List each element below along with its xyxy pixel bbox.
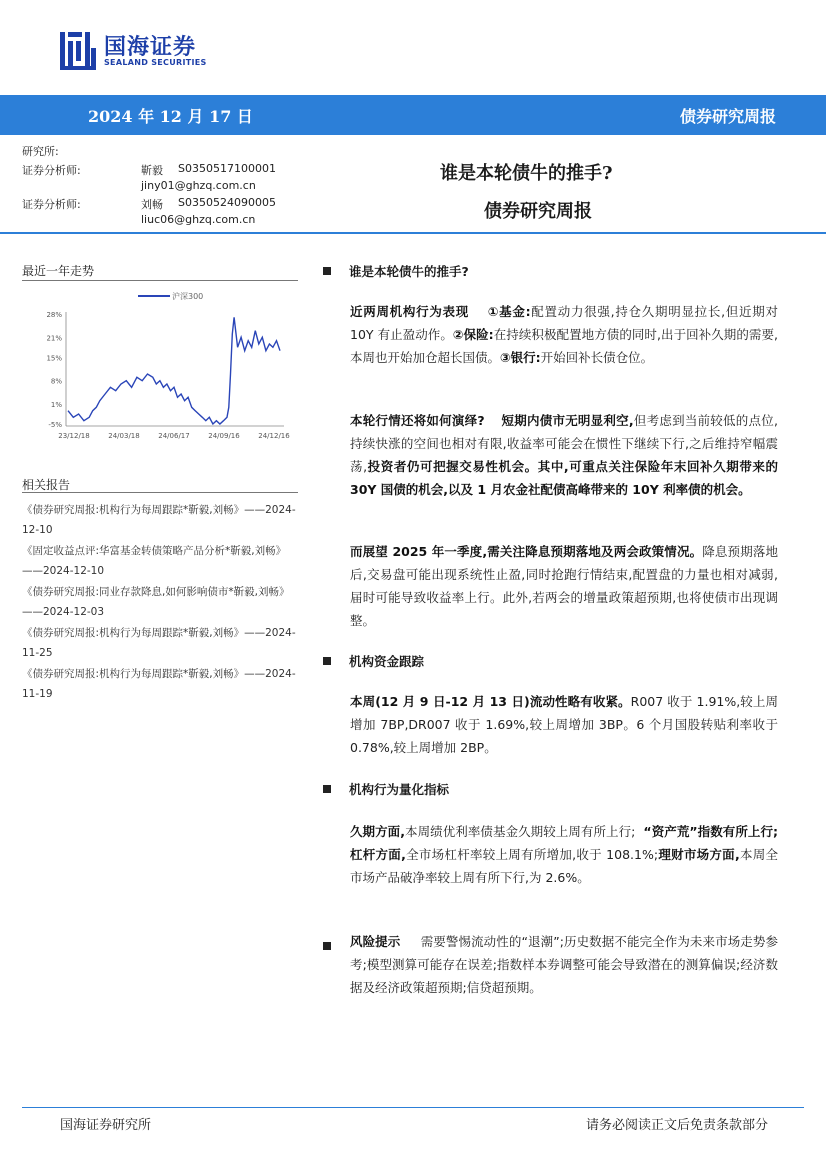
report-date: 2024 年 12 月 17 日 (88, 107, 253, 126)
related-reports-label: 相关报告 (22, 478, 71, 492)
y-tick-label: -5% (48, 421, 62, 429)
x-tick-label: 24/06/17 (158, 432, 190, 440)
index-trend-chart (22, 288, 298, 446)
paragraph: 本周(12 月 9 日-12 月 13 日)流动性略有收紧。R007 收于 1.91%,较上周增加 7BP,DR007 收于 1.69%,较上周增加 3BP。6 个月国股转贴利率收于 0.78%,较上周增加 2BP。 (350, 694, 778, 755)
risk-paragraph: 风险提示 需要警惕流动性的“退潮”;历史数据不能完全作为未来市场走势参考;模型测算可能存在误差;指数样本券调整可能会导致潜在的测算偏误;经济数据及经济政策超预期;信贷超预期。 (350, 934, 778, 995)
report-type: 债券研究周报 (679, 107, 776, 126)
bullet-square-icon (323, 657, 331, 665)
section-heading: 机构资金跟踪 (323, 652, 424, 670)
related-divider (22, 492, 298, 493)
section-heading: 谁是本轮债牛的推手? (323, 262, 469, 280)
footer-divider (22, 1107, 804, 1108)
section-heading: 机构行为量化指标 (323, 780, 449, 798)
series-line-hs300 (68, 317, 280, 424)
analyst-role: 证券分析师: (22, 164, 81, 177)
x-tick-label: 24/03/18 (108, 432, 140, 440)
header-divider (0, 232, 826, 234)
y-tick-label: 1% (50, 401, 62, 409)
y-tick-label: 8% (50, 377, 62, 386)
chart-legend (138, 291, 203, 301)
y-tick-label: 28% (46, 311, 62, 319)
logo-name-cn: 国海证券 (104, 35, 197, 60)
report-subtitle: 债券研究周报 (484, 201, 592, 222)
institute-label: 研究所: (22, 145, 59, 158)
analyst-name: 靳毅 (141, 164, 163, 177)
analyst-email[interactable]: jiny01@ghzq.com.cn (141, 179, 256, 192)
analyst-role: 证券分析师: (22, 198, 81, 211)
y-tick-label: 21% (46, 334, 62, 343)
x-tick-label: 24/09/16 (208, 432, 240, 440)
logo-name-en: SEALAND SECURITIES (104, 58, 207, 67)
y-tick-label: 15% (46, 354, 62, 363)
report-title: 谁是本轮债牛的推手? (440, 163, 613, 184)
related-report-item[interactable]: 《固定收益点评:华富基金转债策略产品分析*靳毅,刘畅》——2024-12-10 (22, 545, 287, 577)
related-report-item[interactable]: 《债券研究周报:机构行为每周跟踪*靳毅,刘畅》——2024-11-25 (22, 627, 296, 659)
paragraph: 而展望 2025 年一季度,需关注降息预期落地及两会政策情况。降息预期落地后,交易盘可能出现系统性止盈,同时抢跑行情结束,配置盘的力量也相对减弱,届时可能导致收益率上行。此外,若两会的增量政策超预期,也将使债市出现调整。 (350, 544, 778, 628)
paragraph: 近两周机构行为表现 ①基金:配置动力很强,持仓久期明显拉长,但近期对 10Y 有止盈动作。②保险:在持续积极配置地方债的同时,出于回补久期的需要,本周也开始加仓超长国债。③银行:开始回补长债仓位。 (350, 304, 779, 365)
related-report-item[interactable]: 《债券研究周报:同业存款降息,如何影响债市*靳毅,刘畅》——2024-12-03 (22, 586, 290, 618)
footer-institute: 国海证券研究所 (60, 1118, 152, 1133)
trend-divider (22, 280, 298, 281)
bullet-square-icon (323, 936, 331, 955)
paragraph: 本轮行情还将如何演绎? 短期内债市无明显利空,但考虑到当前较低的点位,持续快涨的空间也相对有限,收益率可能会在惯性下继续下行,之后维持窄幅震荡,投资者仍可把握交易性机会。其中,可重点关注保险年末回补久期带来的 30Y 国债的机会,以及 1 月农金社配债高峰带来的 10Y 利率债的机会。 (350, 413, 778, 497)
legend-label: 沪深300 (172, 292, 204, 301)
analyst-cert: S0350517100001 (178, 162, 276, 175)
bullet-square-icon (323, 785, 331, 793)
related-report-item[interactable]: 《债券研究周报:机构行为每周跟踪*靳毅,刘畅》——2024-12-10 (22, 504, 296, 536)
analyst-cert: S0350524090005 (178, 196, 276, 209)
x-tick-label: 23/12/18 (58, 432, 90, 440)
footer-disclaimer: 请务必阅读正文后免责条款部分 (585, 1118, 768, 1133)
paragraph: 久期方面,本周绩优利率债基金久期较上周有所上行; “资产荒”指数有所上行;杠杆方面,全市场杠杆率较上周有所增加,收于 108.1%;理财市场方面,本周全市场产品破净率较上周有所下行,为 2.6%。 (350, 824, 779, 885)
analyst-name: 刘畅 (141, 198, 163, 211)
sealand-logo-icon (58, 30, 98, 72)
analyst-email[interactable]: liuc06@ghzq.com.cn (141, 213, 256, 226)
company-logo (58, 30, 228, 72)
x-tick-label: 24/12/16 (258, 432, 290, 440)
related-report-item[interactable]: 《债券研究周报:机构行为每周跟踪*靳毅,刘畅》——2024-11-19 (22, 668, 296, 700)
bullet-square-icon (323, 267, 331, 275)
trend-label: 最近一年走势 (22, 264, 95, 278)
